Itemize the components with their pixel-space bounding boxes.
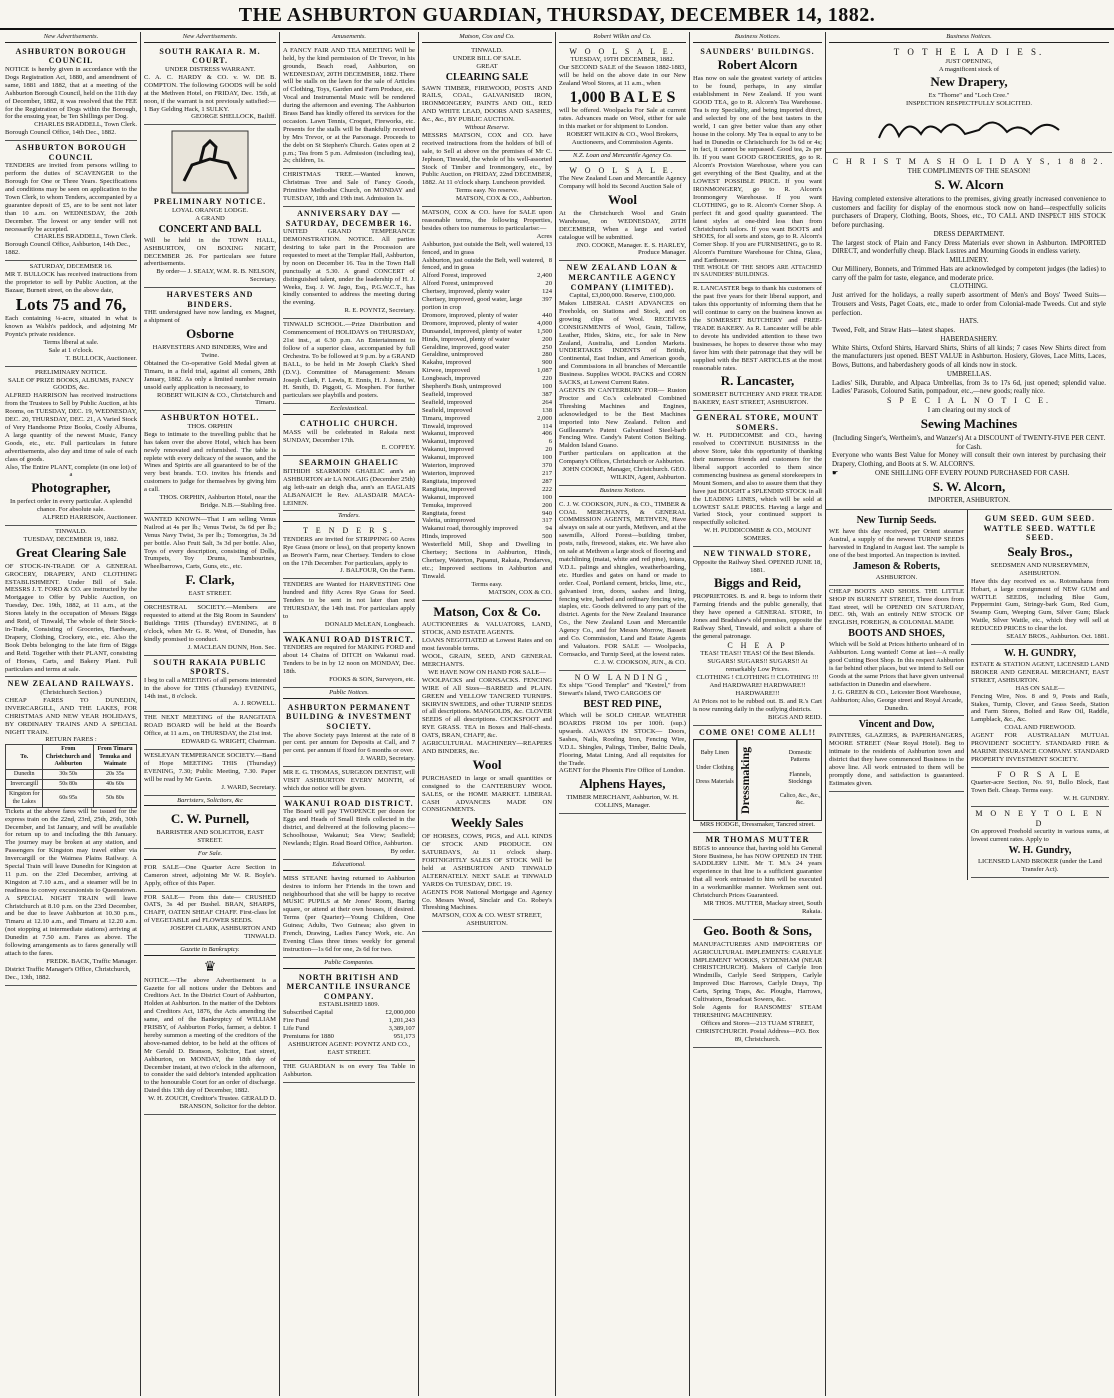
advert-harvesters: HARVESTERS AND BINDERS. THE undersigned have now landing, ex Magnet, a shipment of Osborne HARVESTERS AND BINDERS, Wire and Twine. Obtained the Co-operative Gold Medal given at Timaru, in a field trial, against all comers, 28th January, 1882. As only a limited number remain unsold early application is necessary, to ROBERT WILKIN & CO., Christchurch and Timaru. bbox=[144, 288, 276, 411]
property-name: Seafield, improved bbox=[422, 390, 473, 398]
property-acres: 217 bbox=[542, 470, 552, 478]
advert-andrew-orr: T O T H E L A D I E S. JUST OPENING, A magnificent stock of New Drapery, Ex "Thorne" and "Loch Cree." INSPECTION RESPECTFULLY SOLICITED. bbox=[826, 43, 1112, 153]
advert-bankruptcy: ♛ NOTICE.—The above Advertisement is a Gazette for all notices under the Debtors and Creditors Act. In the District Court of Ashburton, Holden at Ashburton. In the matter of the Debtors and Creditors Act, 1876, the Acts amending the same, and of the Bankruptcy of WILLIAM FRISBY, of Ashburton Forks, farmer, a debtor. I hereby summon a meeting of the creditors of the above-named debtor, to be held at the offices of Mr Gerald D. Branson, Solicitor, East street, Ashburton, on MONDAY, the 18th day of December instant, at two o'clock in the afternoon, to consider the said debtor's intended application to the honourable Court for an order of discharge. Dated this 13th day of December, 1882. W. H. ZOUCH, Creditor's Trustee. GERALD D. BRANSON, Solicitor for the debtor. bbox=[144, 958, 276, 1115]
column-header: Business Notices. bbox=[693, 32, 822, 43]
property-name: Hinds, improved bbox=[422, 533, 467, 541]
table-row bbox=[422, 280, 552, 288]
property-acres: 94 bbox=[545, 525, 552, 533]
horse-rider-illustration bbox=[144, 127, 276, 197]
advert-money-to-lend: M O N E Y T O L E N D On approved Freehold security in various sums, at lowest current rates. Apply to W. H. Gundry, LICENSED LAND BROKER (under the Land Transfer Act). bbox=[971, 807, 1109, 878]
advert-borough-dogs: ASHBURTON BOROUGH COUNCIL NOTICE is hereby given in accordance with the Dogs Registration Act, 1880, and amendment of same, 1881 and 1882, that at a meeting of the Ashburton Borough Council, held on the 11th day of December, 1882, it was resolved that the FEE for the Registration of Dogs within the Borough, for the ensuing year, be Ten Shillings per Dog. CHARLES BRADDELL, Town Clerk. Borough Council Office, 14th Dec., 1882. bbox=[5, 45, 137, 141]
advert-sw-alcorn: C H R I S T M A S H O L I D A Y S, 1 8 8 2. THE COMPLIMENTS OF THE SEASON! S. W. Alcorn Having completed extensive alterations to the premises, giving greatly increased convenience to customers and facility for display of the enormous stock now on hand—respectfully solicits purchasers of Drapery, Clothing, Boots, Shoes, etc., TO CALL AND INSPECT HIS STOCK before purchasing. DRESS DEPARTMENT. The largest stock of Plain and Fancy Dress Materials ever shown in Ashburton. IMPORTED DIRECT, and wonderfully cheap. Black Lustres and Mourning Goods in endless variety. MILLINERY. Our Millinery, Bonnets, and Trimmed Hats are acknowledged by competent judges (the ladies) to carry off the palm for taste, elegance, and moderate price. CLOTHING. Just arrived for the holidays, a really superb assortment of Men's and Boys' Tweed Suits—Trousers and Vests, Paget Coats, etc., made to order from Colonial-made Tweeds. Cut and style perfection. HATS. Tweed, Felt, and Straw Hats—latest shapes. HABERDASHERY. White Shirts, Oxford Shirts, Harvard Shirts, Shirts of all kinds; 7 cases New Shirts direct from the manufacturers just opened. BEST VALUE in Ashburton. Hosiery, Gloves, Lace Mitts, Laces, Bows, Buttons, and haberdashery goods of all kinds now in stock. UMBRELLAS. Ladies' Silk, Durable, and Alpaca Umbrellas, from 3s to 17s 6d, just opened; splendid value. Ladies' Parasols, Coloured Satin, pompadour, etc.,—new goods; really nice. S P E C I A L N O T I C E. I am clearing out my stock of Sewing Machines (Including Singer's, Wertheim's, and Wanzer's) At a DISCOUNT of TWENTY-FIVE PER CENT. for Cash. Everyone who wants Best Value for Money will consult their own interest by purchasing their Drapery, Clothing, and Boots at S. W. ALCORN'S. ☛ ONE SHILLING OFF EVERY POUND PURCHASED FOR CASH. S. W. Alcorn, IMPORTER, ASHBURTON. bbox=[826, 153, 1112, 510]
advert-building-society: ASHBURTON PERMANENT BUILDING & INVESTMENT SOCIETY. The above Society pays Interest at the rate of 8 per cent. per annum for Deposits at Call, and 7 per cent. per annum if fixed for 6 months or over. J. WARD, Secretary. bbox=[283, 701, 415, 767]
property-name: Dunsandel, improved, plenty of water bbox=[422, 327, 522, 335]
columns bbox=[2, 32, 1112, 1396]
property-name: Dromore, improved, plenty of water bbox=[422, 311, 518, 319]
property-acres: 100 bbox=[542, 454, 552, 462]
column-7 bbox=[826, 510, 968, 880]
property-acres: 200 bbox=[542, 335, 552, 343]
property-name: Wakanui, improved bbox=[422, 430, 474, 438]
table-row bbox=[422, 486, 552, 494]
property-name: Chertsey, improved, good water, large portion in crop bbox=[422, 296, 523, 311]
advert-orange-lodge: PRELIMINARY NOTICE. LOYAL ORANGE LODGE. A GRAND CONCERT AND BALL Will be held in the TOWN HALL, ASHBURTON, ON BOXING NIGHT, DECEMBER 26. For particulars see future advertisements. By order— J. SEALY, W.M. R. B. NELSON, Secretary. bbox=[144, 125, 276, 288]
property-acres: 287 bbox=[542, 477, 552, 485]
advert-anniversary: ANNIVERSARY DAY — SATURDAY, DECEMBER 16. UNITED GRAND TEMPERANCE DEMONSTRATION. NOTICE. All parties desiring to take part in the Procession are requested to meet at the Templar Hall, Ashburton, by noon on December 16. Tea in the Town Hall punctually at 5.30. A grand CONCERT of distinguished talent, under the leadership of H. J. Weeks, Esq. J. W. Jago, Esq., P.G.W.C.T., has kindly consented to address the meeting during the evening. R. E. POYNTZ, Secretary. bbox=[283, 207, 415, 319]
andrew-orr-signature bbox=[832, 108, 1106, 148]
property-acres: 1,087 bbox=[537, 367, 552, 375]
advert-road-board: THE NEXT MEETING of the RANGITATA ROAD BOARD will be held at the Board's Office, at 11 a.m., on THURSDAY, the 21st inst. EDWARD G. WRIGHT, Chairman. bbox=[144, 712, 276, 750]
advert-sealy-bros: GUM SEED. GUM SEED. WATTLE SEED. WATTLE SEED. Sealy Bros., SEEDSMEN AND NURSERYMEN, ASHBURTON. Have this day received ex ss. Rotomahana from Hobart, a large consignment of NEW GUM and WATTLE SEEDS, including Blue Gum, Peppermint Gum, Stringy-bark Gum, Red Gum, Swamp Gum, Weeping Gum, Silver Gum; Black Wattle, Silver Wattle, etc., which they will sell at REDUCED PRICES to clear the lot. SEALY BROS., Ashburton. Oct. 1881. bbox=[971, 512, 1109, 645]
advert-tinwald-store: NEW TINWALD STORE, Opposite the Railway Shed. OPENED JUNE 18, 1881. Biggs and Reid, PROPRIETORS. B. and R. begs to inform their Farming friends and the public generally, that they have opened a GENERAL STORE, In Jones and Bradshaw's old premises, opposite the Railway Shed, Tinwald, and solicit a share of the general patronage. C H E A P TEAS! TEAS!! TEAS! Of the Best Blends. SUGARS! SUGARS!! SUGARS!! At remarkably Low Prices. CLOTHING ! CLOTHING !! CLOTHING !!! And HARDWARE! HARDWARE!! HARDWARE!!! At Prices not to be rubbed out. B. and R.'s Cart is now running daily in the outlying districts. BIGGS AND REID. bbox=[693, 547, 822, 726]
column-7-8 bbox=[826, 32, 1112, 1396]
table-row bbox=[422, 462, 552, 470]
advert-catholic: CATHOLIC CHURCH. MASS will be celebrated in Rakaia next SUNDAY, December 17th. E. COFFEY. bbox=[283, 417, 415, 456]
property-name: Rangitata, forest bbox=[422, 509, 466, 517]
advert-nz-loan: NEW ZEALAND LOAN & MERCANTILE AGENCY COMPANY (LIMITED). Capital, £3,000,000. Reserve, £100,000. Makes LIBERAL CASH ADVANCES on Freeholds, on Stations and Stock, and on growing clips of Wool. RECEIVES CONSIGNMENTS of Wool, Grain, Tallow, Leather, Hides, Skins, etc., for sale in New Zealand, Australia, and London Markets. UNDERTAKES INDENTS of British, Continental, East Indian, and American goods, and Commissions in all branches of Mercantile Business. Supplies WOOL PACKS and CORN SACKS, at Lowest Current Rates. AGENTS IN CANTERBURY FOR— Ruston Proctor and Co.'s celebrated Combined Threshing Machines and Engines, acknowledged to be the Best Machines imported into New Zealand. Felton and Guilleaume's Patent Galvanised Steel-barb Fencing Wire. Candy's Patent Cotton Belting. Maldon Island Guano. Further particulars on application at the Company's Offices, Christchurch or Ashburton. JOHN COOKE, Manager, Christchurch. GEO. WILKIN, Agent, Ashburton. bbox=[559, 261, 686, 486]
section-header: Tenders. bbox=[283, 511, 415, 522]
property-acres: 100 bbox=[542, 383, 552, 391]
advert-tenders-harvest: TENDERS are Wanted for HARVESTING One hundred and fifty Acres Rye Grass for Seed. Tenders to be sent in not later than next THURSDAY, the 14th inst. For particulars apply to DONALD McLEAN, Longbeach. bbox=[283, 579, 415, 632]
column-6 bbox=[690, 32, 826, 1396]
table-row bbox=[422, 296, 552, 312]
column-8 bbox=[968, 510, 1112, 880]
fares-table: To. From Christchurch and Ashburton From Timaru Temuka and Waimate Dunedin 30s 50s 20s 35s Invercargill 50s 80s 40s 60s Kingston for the Lakes 60s 95s 50s 80s bbox=[5, 744, 137, 807]
table-row bbox=[422, 525, 552, 533]
masthead: THE ASHBURTON GUARDIAN, THURSDAY, DECEMBER 14, 1882. bbox=[0, 0, 1114, 30]
advert-christmas-tree: CHRISTMAS TREE.—Wanted known, Christmas Tree and Sale of Fancy Goods, Primitive Methodist Church, on MONDAY and TUESDAY, 18th and 19th inst. Admission 1s. bbox=[283, 169, 415, 207]
table-row bbox=[422, 391, 552, 399]
property-name: Alford Forest, improved bbox=[422, 272, 487, 280]
table-row bbox=[422, 430, 552, 438]
property-name: Waterton, improved bbox=[422, 470, 475, 478]
table-row bbox=[422, 312, 552, 320]
property-name: Wakanui, improved bbox=[422, 446, 474, 454]
dressmaking-grid: Baby Linen Under Clothing Dress Materials Dressmaking Domestic Patterns Flannels, Stockings Calico, &c., &c., &c. bbox=[693, 739, 822, 821]
property-acres: 20 bbox=[545, 280, 552, 288]
column-header: New Advertisements. bbox=[144, 32, 276, 43]
advert-turnip-seeds: New Turnip Seeds. WE have this day received, per Orient steamer Austral, a supply of the newest TURNIP SEEDS harvested in England in August last. The sample is one of the best imported. An inspection is invited. Jameson & Roberts, ASHBURTON. bbox=[829, 512, 964, 586]
property-name: Tinwald, improved bbox=[422, 422, 473, 430]
property-name: Chertsey, improved, plenty water bbox=[422, 288, 510, 296]
section-header: Ecclesiastical. bbox=[283, 404, 415, 415]
property-acres: 2,400 bbox=[537, 272, 552, 280]
advert-bullock-lots: SATURDAY, DECEMBER 16. MR T. BULLOCK has received instructions from the proprietor to sell by Public Auction, at the Bazaar, Burnett street, on the above date, Lots 75 and 76, Each containing ¼-acre, situated in what is known as Walsh's paddock, and adjoining Mr Poyntz's private residence. Terms liberal at sale. Sale at 1 o'clock. T. BULLOCK, Auctioneer. bbox=[5, 261, 137, 366]
table-row bbox=[422, 533, 552, 541]
table-row bbox=[422, 367, 552, 375]
advert-railways: NEW ZEALAND RAILWAYS. (Christchurch Section.) CHEAP FARES TO DUNEDIN, INVERCARGILL, AND THE LAKES, FOR CHRISTMAS AND NEW YEAR HOLIDAYS, BY ORDINARY TRAINS AND A SPECIAL NIGHT TRAIN. RETURN FARES : To. From Christchurch and Ashburton From Timaru Temuka and Waimate Dunedin 30s 50s 20s 35s Invercargill 50s 80s 40s 60s Kingston for the Lakes 60s 95s 50s 80s Tickets at the above fares will be issued for the express train on the 22nd, 23rd, 25th, 26th, 30th December, and 1st January, and will be available for return up to and including the 8th January. The journey may be broken at any station, and Passengers for Kingston may travel either via Invercargill or the Waimea Plains Railway. A Special Train will leave Dunedin for Kingston at 11 p.m. on the 23rd December, arriving at Kingston at 7.10 a.m., and a steamer will be in readiness to convey excursionists to Queenstown. A SPECIAL NIGHT TRAIN will leave Christchurch at 8.10 p.m. on the 23rd December, and be due to leave Ashburton at 10.30 p.m., Timaru at 12.10 a.m., and Timaru at 12.20 a.m. (not stopping at intermediate stations) arriving at Dunedin at 7.50 a.m. Fares as above. The following arrangements as to fares generally will attach to the fares. FREDK. BACK, Traffic Manager. District Traffic Manager's Office, Christchurch, Dec., 13th, 1882. bbox=[5, 677, 137, 985]
property-name: Geraldine, unimproved bbox=[422, 351, 484, 359]
property-name: Ashburton, just outside the Belt, well watered, fenced, and in grass bbox=[422, 240, 545, 256]
property-name: Wakanui, improved bbox=[422, 493, 474, 501]
property-name: Seafield, improved bbox=[422, 398, 473, 406]
column-header: Amusements. bbox=[283, 32, 415, 43]
property-name: Geraldine, improved, good water bbox=[422, 343, 510, 351]
column-4 bbox=[419, 32, 556, 1396]
section-header: N.Z. Loan and Mercantile Agency Co. bbox=[559, 151, 686, 162]
advert-purnell: C. W. Purnell, BARRISTER AND SOLICITOR, EAST STREET. bbox=[144, 808, 276, 849]
crown-crest-icon: ♛ bbox=[203, 959, 217, 975]
advert-mrs-hodge: COME ONE! COME ALL!! Baby Linen Under Clothing Dress Materials Dressmaking Domestic Patterns Flannels, Stockings Calico, &c., &c., &c. MRS HODGE, Dressmaker, Tancred street. bbox=[693, 726, 822, 834]
advert-matson-cox: Matson, Cox & Co. AUCTIONEERS & VALUATORS, LAND, STOCK, AND ESTATE AGENTS. LOANS NEGOTIATED at Lowest Rates and on most favorable terms. WOOL, GRAIN, SEED, AND GENERAL MERCHANTS. WE HAVE NOW ON HAND FOR SALE— WOOLPACKS and CORNSACKS. FENCING WIRE of All Sizes—BARBED and PLAIN. GREEN and YELLOW TANCRED TURNIPS. SKIRVIN SWEDES, and other TURNIP SEEDS of all descriptions. MANGOLDS, &c. CLOVER SEEDS of all descriptions. COCKSFOOT and RYE GRASS. TEA in Boxes and Half-chests. OATS, BRAN, CHAFF, &c. AGRICULTURAL MACHINERY—REAPERS AND BINDERS, &c. Wool PURCHASED in large or small quantities or consigned to the CANTERBURY WOOL SALES, or the HOME MARKET. LIBERAL CASH ADVANCES MADE ON CONSIGNMENTS. Weekly Sales OF HORSES, COWS, PIGS, and ALL KINDS OF STOCK AND PRODUCE. ON SATURDAYS, At 11 o'clock sharp. FORTNIGHTLY SALES OF STOCK Will be held at ASHBURTON AND TINWALD ALTERNATELY. NEXT SALE at TINWALD YARDS On TUESDAY, DEC. 19. AGENTS FOR National Mortgage and Agency Co. Messrs Wood, Sinclair and Co. Robey's Threshing Machines. MATSON, COX & CO. WEST STREET, ASHBURTON. bbox=[422, 601, 552, 933]
advert-sports: SOUTH RAKAIA PUBLIC SPORTS. I beg to call a MEETING of all persons interested in the above for THIS (Thursday) EVENING, 14th inst., 8 o'clock. A. J. ROWELL. bbox=[144, 656, 276, 713]
advert-mutter: MR THOMAS MUTTER BEGS to announce that, having sold his General Store Business, he has NOW OPENED IN THE SADDLERY LINE. Mr T. M.'s 24 years experience in that line is a sufficient guarantee that all work entrusted to him will be executed in a workmanlike manner. Workmen sent out. Christchurch Prices Guaranteed. MR THOS. MUTTER, Mackay street, South Rakaia. bbox=[693, 833, 822, 920]
advert-wesleyan: WESLEYAN TEMPERANCE SOCIETY.—Band of Hope MEETING THIS (Thursday) EVENING, 7.30; Public Meeting, 7.30. Paper will be read by Mr Gavin. J. WARD, Secretary. bbox=[144, 750, 276, 796]
advert-tenders-stripping: T E N D E R S. TENDERS are invited for STRIPPING 60 Acres Rye Grass (more or less), on that property known as Brown's Farm, near Chertsey. Tenders to close on the 17th December. For particulars, apply to J. BALFOUR, On the Farm. bbox=[283, 524, 415, 579]
property-acres: 440 bbox=[542, 311, 552, 319]
advert-wakanui-ford: WAKANUI ROAD DISTRICT. TENDERS are required for MAKING FORD and about 14 Chains of DITCH on Wakanui road. Tenders to be in by 12 noon on MONDAY, Dec. 18th. FOOKS & SON, Surveyors, etc. bbox=[283, 633, 415, 688]
property-acres: 8 bbox=[548, 256, 552, 264]
property-acres: 387 bbox=[542, 390, 552, 398]
advert-fancy-fair: A FANCY FAIR AND TEA MEETING Will be held, by the kind permission of Dr Trevor, in his grounds, Beach road, Ashburton, on WEDNESDAY, 20TH DECEMBER, 1882. There will be stalls on the lawn for the sale of Articles of Clothing, Toys, Garden and Farm Produce, etc. Vocal and Instrumental Music will be rendered during the afternoon and evening. The Ashburton Brass Band has kindly offered its services for the occasion. Lawn Tennis, Croquet, Fireworks, etc. Presents for the stalls will be thankfully received by Mrs Trevor, or at the Parsonage. Proceeds to the debt on St Stephen's Church. Gates open at 2 p.m.; Tea from 5 p.m. Admission (including tea), 2s; children, 1s. bbox=[283, 45, 415, 170]
property-name: Waterton, improved bbox=[422, 462, 475, 470]
table-row bbox=[422, 344, 552, 352]
table-row bbox=[422, 454, 552, 462]
table-row bbox=[422, 241, 552, 257]
table-row bbox=[422, 494, 552, 502]
section-header: Educational. bbox=[283, 860, 415, 871]
table-row bbox=[422, 407, 552, 415]
table-row bbox=[422, 510, 552, 518]
property-name: Timaru, improved bbox=[422, 414, 470, 422]
table-row: Invercargill 50s 80s 40s 60s bbox=[6, 780, 137, 790]
advert-booth: Geo. Booth & Sons, MANUFACTURERS AND IMPORTERS OF AGRICULTURAL IMPLEMENTS: CARLYLE IMPLEMENT WORKS, SYDENHAM (NEAR CHRISTCHURCH). Makers of Carlyle Iron Windmills, Carlyle Seed Strippers, Carlyle Improved Disc Harrows, Carlyle Drays, Tip Carts, Spring Traps, &c. Ploughs, Harrows, Cultivators, Broadcast Sowers, &c. Sole Agents for RANSOMES' STEAM THRESHING MACHINERY. Offices and Stores—213 TUAM STREET, CHRISTCHURCH. Postal Address—P.O. Box 89, Christchurch. bbox=[693, 920, 822, 1048]
list-item: Subscribed Capital £2,000,000 bbox=[283, 1009, 415, 1017]
property-name: Longbeach, improved bbox=[422, 375, 480, 383]
column-header: Matson, Cox and Co. bbox=[422, 32, 552, 43]
property-acres: 6 bbox=[548, 438, 552, 446]
advert-for-sale-bullo: F O R S A L E Quarter-acre Section, No. 91, Bullo Block, East Town Belt. Cheap. Terms easy. W. H. GUNDRY. bbox=[971, 768, 1109, 807]
property-acres: 1,500 bbox=[537, 327, 552, 335]
section-header: Barristers, Solicitors, &c bbox=[144, 796, 276, 807]
advert-north-british: NORTH BRITISH AND MERCANTILE INSURANCE COMPANY. ESTABLISHED 1809. Subscribed Capital £2,000,000 Fire Fund 1,201,243 Life Fund 3,389,107 Premiums for 1880 951,173 ASHBURTON AGENT: POYNTZ AND CO., EAST STREET. bbox=[283, 971, 415, 1061]
column-5 bbox=[556, 32, 690, 1396]
section-header: Business Notices. bbox=[559, 486, 686, 497]
property-acres: 500 bbox=[542, 533, 552, 541]
property-name: Rangitata, improved bbox=[422, 477, 476, 485]
property-name: Dromore, improved, plenty of water bbox=[422, 319, 518, 327]
property-acres: 900 bbox=[542, 359, 552, 367]
property-acres: 4,000 bbox=[537, 319, 552, 327]
table-row bbox=[422, 320, 552, 328]
property-acres: 397 bbox=[542, 296, 552, 304]
table-row bbox=[422, 415, 552, 423]
advert-clark: WANTED KNOWN—That I am selling Venus Nailrod at 4s per lb.; Venus Twist, 3s 6d per lb.; Venus Navy Twist, 3s per lb.; Tomorgrius, 3s 3d per bottle. Also Fruit Salt, 3s 3d per bottle. Also, Toys of every description, consisting of Dolls, Trumpets, Toy Drums, Tambourines, Wheelbarrows, Carts, Guns, etc., etc. F. Clark, EAST STREET. bbox=[144, 514, 276, 602]
property-name: Alford Forest, unimproved bbox=[422, 280, 493, 288]
advert-gaelic: SEARMOIN GHAELIC BITHIDH SEARMOIN GHAELIC ann's an ASHBURTON air LA NOLAIG (December 25th) aig leth-uair an deigh dha, ann's an EAGLAIS ALBANAICH le Rev. ALASDAIR MACA-LEINEN. bbox=[283, 456, 415, 511]
property-name: Shepherd's Bush, unimproved bbox=[422, 383, 502, 391]
advert-for-sale-section: FOR SALE—One Quarter Acre Section in Cameron street, adjoining Mr W. R. Boyle's. Apply, office of this Paper. bbox=[144, 862, 276, 892]
table-row bbox=[422, 288, 552, 296]
property-acres: 114 bbox=[542, 422, 552, 430]
lower-wide-columns bbox=[826, 510, 1112, 880]
table-row bbox=[422, 446, 552, 454]
column-3 bbox=[280, 32, 419, 1396]
property-acres: 370 bbox=[542, 462, 552, 470]
section-header: Public Notices. bbox=[283, 688, 415, 699]
table-row bbox=[422, 375, 552, 383]
advert-great-clearing-sale: TINWALD. UNDER BILL OF SALE. GREAT CLEARING SALE SAWN TIMBER, FIREWOOD, POSTS AND RAILS, COAL, GALVANISED IRON, IRONMONGERY, PAINTS AND OIL, RED AND WHITE LEAD, DOORS AND SASHES, &c., &c., BY PUBLIC AUCTION. Without Reserve. MESSRS MATSON, COX and CO. have received instructions from the holders of bill of sale, to Sell at above on the premises of Mr C. Jephson, Tinwald, the whole of his well-assorted Stock of Timber and Ironmongery, etc., by Public Auction, on FRIDAY, 22nd DECEMBER, 1882. At 11 o'clock sharp. Luncheon provided. Terms easy. No reserve. MATSON, COX & CO., Ashburton. bbox=[422, 45, 552, 207]
property-acres: 220 bbox=[542, 375, 552, 383]
list-item: Life Fund 3,389,107 bbox=[283, 1025, 415, 1033]
table-row bbox=[422, 399, 552, 407]
property-name: Wakanui, improved bbox=[422, 438, 474, 446]
list-item: Fire Fund 1,201,243 bbox=[283, 1017, 415, 1025]
column-header: Robert Wilkin and Co. bbox=[559, 32, 686, 43]
property-acres: 20 bbox=[545, 446, 552, 454]
advert-wool-sale-wilkin: W O O L S A L E. TUESDAY, 19TH DECEMBER, 1882. Our SECOND SALE of the Season 1882-1883, will be held on the above date in our New Zealand Wool Stores, at 11 a.m., when 1,000 B A L E S will be offered. Woolpacks For Sale at current rates. Advances made on Wool, either for sale in this market or for shipment to London. ROBERT WILKIN & CO., Wool Brokers, Auctioneers, and Commission Agents. bbox=[559, 45, 686, 151]
property-acres: 406 bbox=[542, 430, 552, 438]
section-header: Public Companies. bbox=[283, 958, 415, 969]
property-name: Kakahu, improved bbox=[422, 359, 472, 367]
advert-vincent-dow: Vincent and Dow, PAINTERS, GLAZIERS, & PAPERHANGERS, MOORE STREET (Near Royal Hotel). Beg to intimate to the residents of Ashburton town and district that they have commenced Business in the above line. All work entrusted to them will be promptly done, and satisfaction is guaranteed. Estimates given. bbox=[829, 716, 964, 791]
property-acres: 222 bbox=[542, 485, 552, 493]
advert-clearing-sale: TINWALD. TUESDAY, DECEMBER 19, 1882. Great Clearing Sale OF STOCK-IN-TRADE OF A GENERAL GROCERY, DRAPERY, AND CLOTHING ESTABLISHMENT. Under Bill of Sale. MESSRS J. T. FORD & CO. are instructed by the Mortgagee to Offer by Public Auction, on Tuesday, Dec. 19th, 1882, at 11 a.m., at the Stores lately in the occupation of Messrs Biggs and Reid, of Tinwald, The whole of their Stock-in-Trade, Consisting of Groceries, Hardware, Drapery, Clothing, Crockery, etc., etc. Also the Book Debts belonging to the late firm of Biggs and Reid. Together with their PLANT, consisting of Horses, Carts, and Bakery Plant. Full particulars and terms at sale. bbox=[5, 526, 137, 677]
advert-lancaster: R. LANCASTER begs to thank his customers of the past five years for their liberal support, and takes this opportunity of informing them that he will continue to carry on the business known as the SOMERSET BUTCHERY and FREE-TRADE BAKERY. As R. Lancaster will be able to devote his undivided attention to these two businesses, he hopes to deserve those who may favor him with their patronage that they will be supplied with the BEST ARTICLES at the most reasonable rates. R. Lancaster, SOMERSET BUTCHERY AND FREE TRADE BAKERY, EAST STREET, ASHBURTON. bbox=[693, 283, 822, 411]
section-header: For Sale. bbox=[144, 849, 276, 860]
advert-rakaia-court: SOUTH RAKAIA R. M. COURT. UNDER DISTRESS WARRANT. C. A. C. HARDY & CO. v. W. DE B. COMPTON. The following GOODS will be sold at the Methven Hotel, on FRIDAY, Dec. 15th, at noon, if the warrant is not previously satisfied:— 1 Bay Gelding Hack, 1 SULKY. GEORGE SHELLOCK, Bailiff. bbox=[144, 45, 276, 126]
table-row bbox=[422, 383, 552, 391]
section-header: Gazette in Bankruptcy. bbox=[144, 945, 276, 956]
column-header: New Advertisements. bbox=[5, 32, 137, 43]
table-row bbox=[422, 351, 552, 359]
property-acres: 138 bbox=[542, 406, 552, 414]
table-row bbox=[422, 328, 552, 336]
property-name: Wakanui, improved bbox=[422, 454, 474, 462]
property-acres: 317 bbox=[542, 517, 552, 525]
property-name: Temuka, improved bbox=[422, 501, 472, 509]
column-1 bbox=[2, 32, 141, 1396]
property-name: Valetta, unimproved bbox=[422, 517, 476, 525]
advert-wool-sale-nzlma: W O O L S A L E. The New Zealand Loan and Mercantile Agency Company will hold its Second Auction Sale of Wool At the Christchurch Wool and Grain Warehouse, on WEDNESDAY, 20TH DECEMBER, When a large and varied catalogue will be submitted. JNO. COOKE, Manager. E. S. HARLEY, Produce Manager. bbox=[559, 164, 686, 262]
table-row bbox=[422, 359, 552, 367]
table-row: Dunedin 30s 50s 20s 35s bbox=[6, 769, 137, 779]
column-2 bbox=[141, 32, 280, 1396]
advert-orchestral: ORCHESTRAL SOCIETY.—Members are requested to attend at the Big Room in Saunders' Buildings THIS (Thursday) EVENING, at 8 o'clock, when Mr G. R. West, of Dunedin, has kindly promised to conduct. J. MACLEAN DUNN, Hon. Sec. bbox=[144, 602, 276, 655]
advert-wakanui-birds: WAKANUI ROAD DISTRICT. The Board will pay TWOPENCE per dozen for Eggs and Heads of Small Birds collected in the district, and delivered at the following places:— Schoolhouse, Wakanui; Sea View; Seafield; Newlands; Elgin. Road Board Office, Ashburton. By order. bbox=[283, 797, 415, 860]
table-row bbox=[422, 336, 552, 344]
property-acres: 280 bbox=[542, 351, 552, 359]
property-name: Seafield, improved bbox=[422, 406, 473, 414]
advert-ashburton-hotel: ASHBURTON HOTEL. THOS. ORPHIN Begs to intimate to the travelling public that he has taken over the above Hotel, which has been newly renovated and refurnished. The table is replete with every delicacy of the season, and the Wines and Spirits are all guaranteed to be of the very best brands. T.O. invites his friends and customers to judge for themselves by giving him a call. THOS. ORPHIN, Ashburton Hotel, near the Bridge. N.B.—Stabling free. bbox=[144, 411, 276, 514]
advert-harrison-sale: PRELIMINARY NOTICE. SALE OF PRIZE BOOKS, ALBUMS, FANCY GOODS, &c. ALFRED HARRISON has received instructions from the Trustees to Sell by Public Auction, at his Rooms, on TUESDAY, DEC. 19, WEDNESDAY, DEC. 20, THURSDAY, DEC. 21, A Varied Stock of Very Handsome Prize Books, Costly Albums, A large quantity of the newest Music, Fancy Goods, etc., etc. Full particulars in future advertisements, also day and time of sale of each class of goods. Also, The Entire PLANT, complete (in one lot) of a Photographer, In perfect order in every particular. A splendid chance. For absolute sale. ALFRED HARRISON, Auctioneer. bbox=[5, 367, 137, 526]
advert-properties: MATSON, COX & CO. have for SALE upon reasonable terms, the following Properties, besides others too numerous to particularise:— Acres Ashburton, just outside the Belt, well watered, fenced, and in grass 13 Ashburton, just outside the Belt, well watered, fenced, and in grass 8 Alford Forest, improved 2,400 Alford Forest, unimproved 20 Chertsey, improved, plenty water 124 Chertsey, improved, good water, large portion in crop 397 Dromore, improved, plenty of water 440 Dromore, improved, plenty of water 4,000 Dunsandel, improved, plenty of water 1,500 Hinds, improved, plenty of water 200 Geraldine, improved, good water 250 Geraldine, unimproved 280 Kakahu, improved 900 Kirwee, improved 1,087 Longbeach, improved 220 Shepherd's Bush, unimproved 100 Seafield, improved 387 Seafield, improved 264 Seafield, improved 138 Timaru, improved 2,000 Tinwald, improved 114 Wakanui, improved 406 Wakanui, improved 6 Wakanui, improved 20 Wakanui, improved 100 Waterton, improved 370 Waterton, improved 217 Rangitata, improved 287 Rangitata, improved 222 Wakanui, improved 100 Temuka, improved 200 Rangitata, forest 940 Valetta, unimproved 317 Wakanui road, thoroughly improved 94 Hinds, improved 500 Westerfield Mill, Shop and Dwelling in Chertsey; Sections in Ashburton, Hinds, Chertsey, Waterton, Papanui, Rakaia, Pendarves, etc.; Improved sections in Ashburton and Tinwald. Terms easy. MATSON, COX & CO. bbox=[422, 207, 552, 600]
property-acres: 13 bbox=[545, 240, 552, 248]
advert-cookson: C. J. W. COOKSON, JUN., & CO., TIMBER & COAL MERCHANTS, & GENERAL COMMISSION AGENTS, METHVEN, Have always on sale at our yards, Methven, and at the sawmills, Alford Forest—building timber, posts, rails, firewood, stakes, etc. We have also on sale at Methven a large stock of flooring and matchlining (matai, white and red pine), totara, V.D.L. palings and shingles, weatherboarding, etc. Hurdles and gates on hand or made to order. Coal, Portland cement, bricks, lime, etc., galvanised iron, doors, sashes and lining, fencing wire, barbed and ordinary fencing wire, staples, etc. Goods delivered to any part of the district. Agents for the New Zealand Insurance Co., the New Zealand Loan and Mercantile Agency Co., and for Messrs Morrow, Bassett and Co. Commission, Land and Estate Agents and Valuators. FOR SALE — Woolpacks, Cornsacks, and Turnip Seed, at the lowest rates. C. J. W. COOKSON, JUN., & CO. bbox=[559, 499, 686, 671]
property-acres: 124 bbox=[542, 288, 552, 296]
property-acres: 250 bbox=[542, 343, 552, 351]
advert-cheap-boots: CHEAP BOOTS AND SHOES. THE LITTLE SHOP IN BURNETT STREET, Three doors from East street, will be OPENED ON SATURDAY, DEC. 9th, With an entirely NEW STOCK OF ENGLISH, FOREIGN, & COLONIAL MADE BOOTS AND SHOES, Which will be Sold at Prices hitherto unheard of in Ashburton. Long wanted! Come at last—A really good Cutting Boot Shop. In this respect Ashburton is far behind other places, but we intend to Sell our Goods at the same Prices that have given universal satisfaction in Dunedin and elsewhere. J. G. GREEN & CO., Leicester Boot Warehouse, Ashburton; Also, George street and Royal Arcade, Dunedin. bbox=[829, 586, 964, 717]
advert-miss-steane: MISS STEANE having returned to Ashburton desires to inform her Friends in the town and neighbourhood that she will be happy to receive MUSIC PUPILS at Mr Jones' Room, Baring square, or attend at their own houses, if desired. Terms (per Quarter)—Young Children, One Guinea; Adults, Two Guineas; also given in French, Drawing, Ladies Fancy Work, etc. An Evening Class three times weekly for general instruction—1s 6d for one, 2s 6d for two. bbox=[283, 873, 415, 958]
advert-mount-somers: GENERAL STORE, MOUNT SOMERS. W. H. PUDDICOMBE and CO., having resolved to CONTINUE BUSINESS in the above Store, take this opportunity of thanking their numerous friends and customers for the liberal support accorded to them since commencing business as general storekeepers in Mount Somers, and also to assure them that they have just BOUGHT a SPLENDID STOCK in all the LEADING LINES, which will be sold at LOWEST SALE PRICES. Having a large and Varied Stock, your continued support is respectfully solicited. W. H. PUDDICOMBE & CO., MOUNT SOMERS. bbox=[693, 411, 822, 547]
property-acres: 100 bbox=[542, 493, 552, 501]
table-row bbox=[422, 478, 552, 486]
advert-borough-scavenger: ASHBURTON BOROUGH COUNCIL TENDERS are invited from persons willing to perform the duties of SCAVENGER to the Borough for One or Three Years. Specifications and conditions may be seen on application to the Town Clerk, to whom Tenders, accompanied by a guarantee deposit of £5, are to be sent not later than 10 a.m. on WEDNESDAY, the 20th December. The lowest or any tender will not necessarily be accepted. CHARLES BRADDELL, Town Clerk. Borough Council Office, Ashburton, 14th Dec., 1882. bbox=[5, 141, 137, 261]
table-row bbox=[422, 438, 552, 446]
pointing-hand-icon: ☛ bbox=[832, 468, 839, 477]
advert-now-landing: NOW LANDING, Ex ships "Good Templar" and "Kestrel," from Stewart's Island, TWO CARGOES OF BEST RED PINE, Which will be SOLD CHEAP. WEATHER BOARDS FROM 10s per 100ft. (sup.) upwards. ALWAYS IN STOCK— Doors, Sashes, Nails, Roofing Iron, Fencing Wire, V.D.L. Shingles, Palings, Timber, Baltic Deals, Flooring, Matai Lining, And all requisites for the Trade. AGENT for the Phoenix Fire Office of London. Alphens Hayes, TIMBER MERCHANT, Ashburton, W. H. COLLINS, Manager. bbox=[559, 671, 686, 814]
advert-dentist: MR E. G. THOMAS, SURGEON DENTIST, will VISIT ASHBURTON EVERY MONTH, of which due notice will be given. bbox=[283, 767, 415, 797]
table-row bbox=[422, 470, 552, 478]
property-name: Hinds, improved, plenty of water bbox=[422, 335, 510, 343]
property-acres: 2,000 bbox=[537, 414, 552, 422]
table-row bbox=[422, 257, 552, 273]
advert-gundry: W. H. GUNDRY, ESTATE & STATION AGENT, LICENSED LAND BROKER AND GENERAL MERCHANT, EAST STREET, ASHBURTON. HAS ON SALE— Fencing Wire, Nos. 8 and 9, Posts and Rails, Stakes, Turnip, Clover, and Grass Seeds, Station and Farm Stores, Bolted and Raw Oil, Raddle, Lampblack, &c., &c. COAL AND FIREWOOD. AGENT FOR AUSTRALIAN MUTUAL PROVIDENT SOCIETY. STANDARD FIRE & MARINE INSURANCE COMPANY. STANDARD PROPERTY INVESTMENT SOCIETY. bbox=[971, 645, 1109, 768]
property-name: Ashburton, just outside the Belt, well watered, fenced, and in grass bbox=[422, 256, 545, 272]
property-name: Rangitata, improved bbox=[422, 485, 476, 493]
list-item: Premiums for 1880 951,173 bbox=[283, 1032, 415, 1040]
advert-tinwald-school: TINWALD SCHOOL.—Prize Distribution and Commencement of HOLIDAYS on THURSDAY, 21st inst., at 6.30 p.m. An Entertainment to follow of a superior class, accompanied by full Orchestra. To be followed at 9 p.m. by a GRAND BALL, to be held in Mr Joseph Clark's Shed (D.V.). Committee of Management: Messrs Joseph Clark, F. Lewis, E. Ennis, H. J. Jones, W. H. Smith, D. Piggott, G. Mosphen. For further particulars see playbills and posters. bbox=[283, 319, 415, 404]
property-name: Wakanui road, thoroughly improved bbox=[422, 525, 518, 533]
property-acres: 940 bbox=[542, 509, 552, 517]
table-row bbox=[422, 502, 552, 510]
table-row bbox=[422, 517, 552, 525]
property-name: Kirwee, improved bbox=[422, 367, 470, 375]
property-acres: 264 bbox=[542, 398, 552, 406]
property-acres: 200 bbox=[542, 501, 552, 509]
column-header: Business Notices. bbox=[829, 32, 1109, 43]
property-list bbox=[422, 241, 552, 541]
advert-guardian: THE GUARDIAN is on every Tea Table in Ashburton. bbox=[283, 1061, 415, 1083]
table-row: Kingston for the Lakes 60s 95s 50s 80s bbox=[6, 790, 137, 807]
table-row bbox=[422, 272, 552, 280]
advert-robert-alcorn: SAUNDERS' BUILDINGS. Robert Alcorn Has now on sale the greatest variety of articles to be found, perhaps, in any similar establishment in New Zealand. If you want GOOD TEA, go to R. Alcorn's Tea Warehouse. Tea is my Speciality, and being imported direct, and selected by one of the best tasters in the world, I can give better value than any other house in the colony. My Tea is equal to any to be had in Dunedin or Christchurch for 3s 6d or 4s; in fact, it cannot be surpassed. Good tea, 2s per lb. If you want GOOD GROCERIES, go to R. Alcorn's Provision Warehouse, where you can get everything of the Best Quality, and at the LOWEST POSSIBLE PRICE. If you want IRONMONGERY, go to R. Alcorn's Ironmongery Warehouse. If you want CLOTHING, go to R. Alcorn's Corner Shop. A perfect fit and good quality guaranteed. The latest styles at one-third less than from Christchurch tailors. If you want BOOTS and SHOES, for all sorts and sizes, go to R. Alcorn's Corner Shop. If you are FURNISHING, go to R. Alcorn's Furniture Warehouse for China, Glass, and Earthenware. THE WHOLE OF THE SHOPS ARE ATTACHED IN SAUNDERS' BUILDINGS. bbox=[693, 45, 822, 284]
table-row bbox=[422, 423, 552, 431]
advert-oats: FOR SALE— From this date— CRUSHED OATS, 3s 4d per Bushel. BRAN, SHARPS, CHAFF, OATEN SHEAF CHAFF. First-class lot of VEGETABLE and FLOWER SEEDS. JOSEPH CLARK, ASHBURTON AND TINWALD. bbox=[144, 892, 276, 945]
